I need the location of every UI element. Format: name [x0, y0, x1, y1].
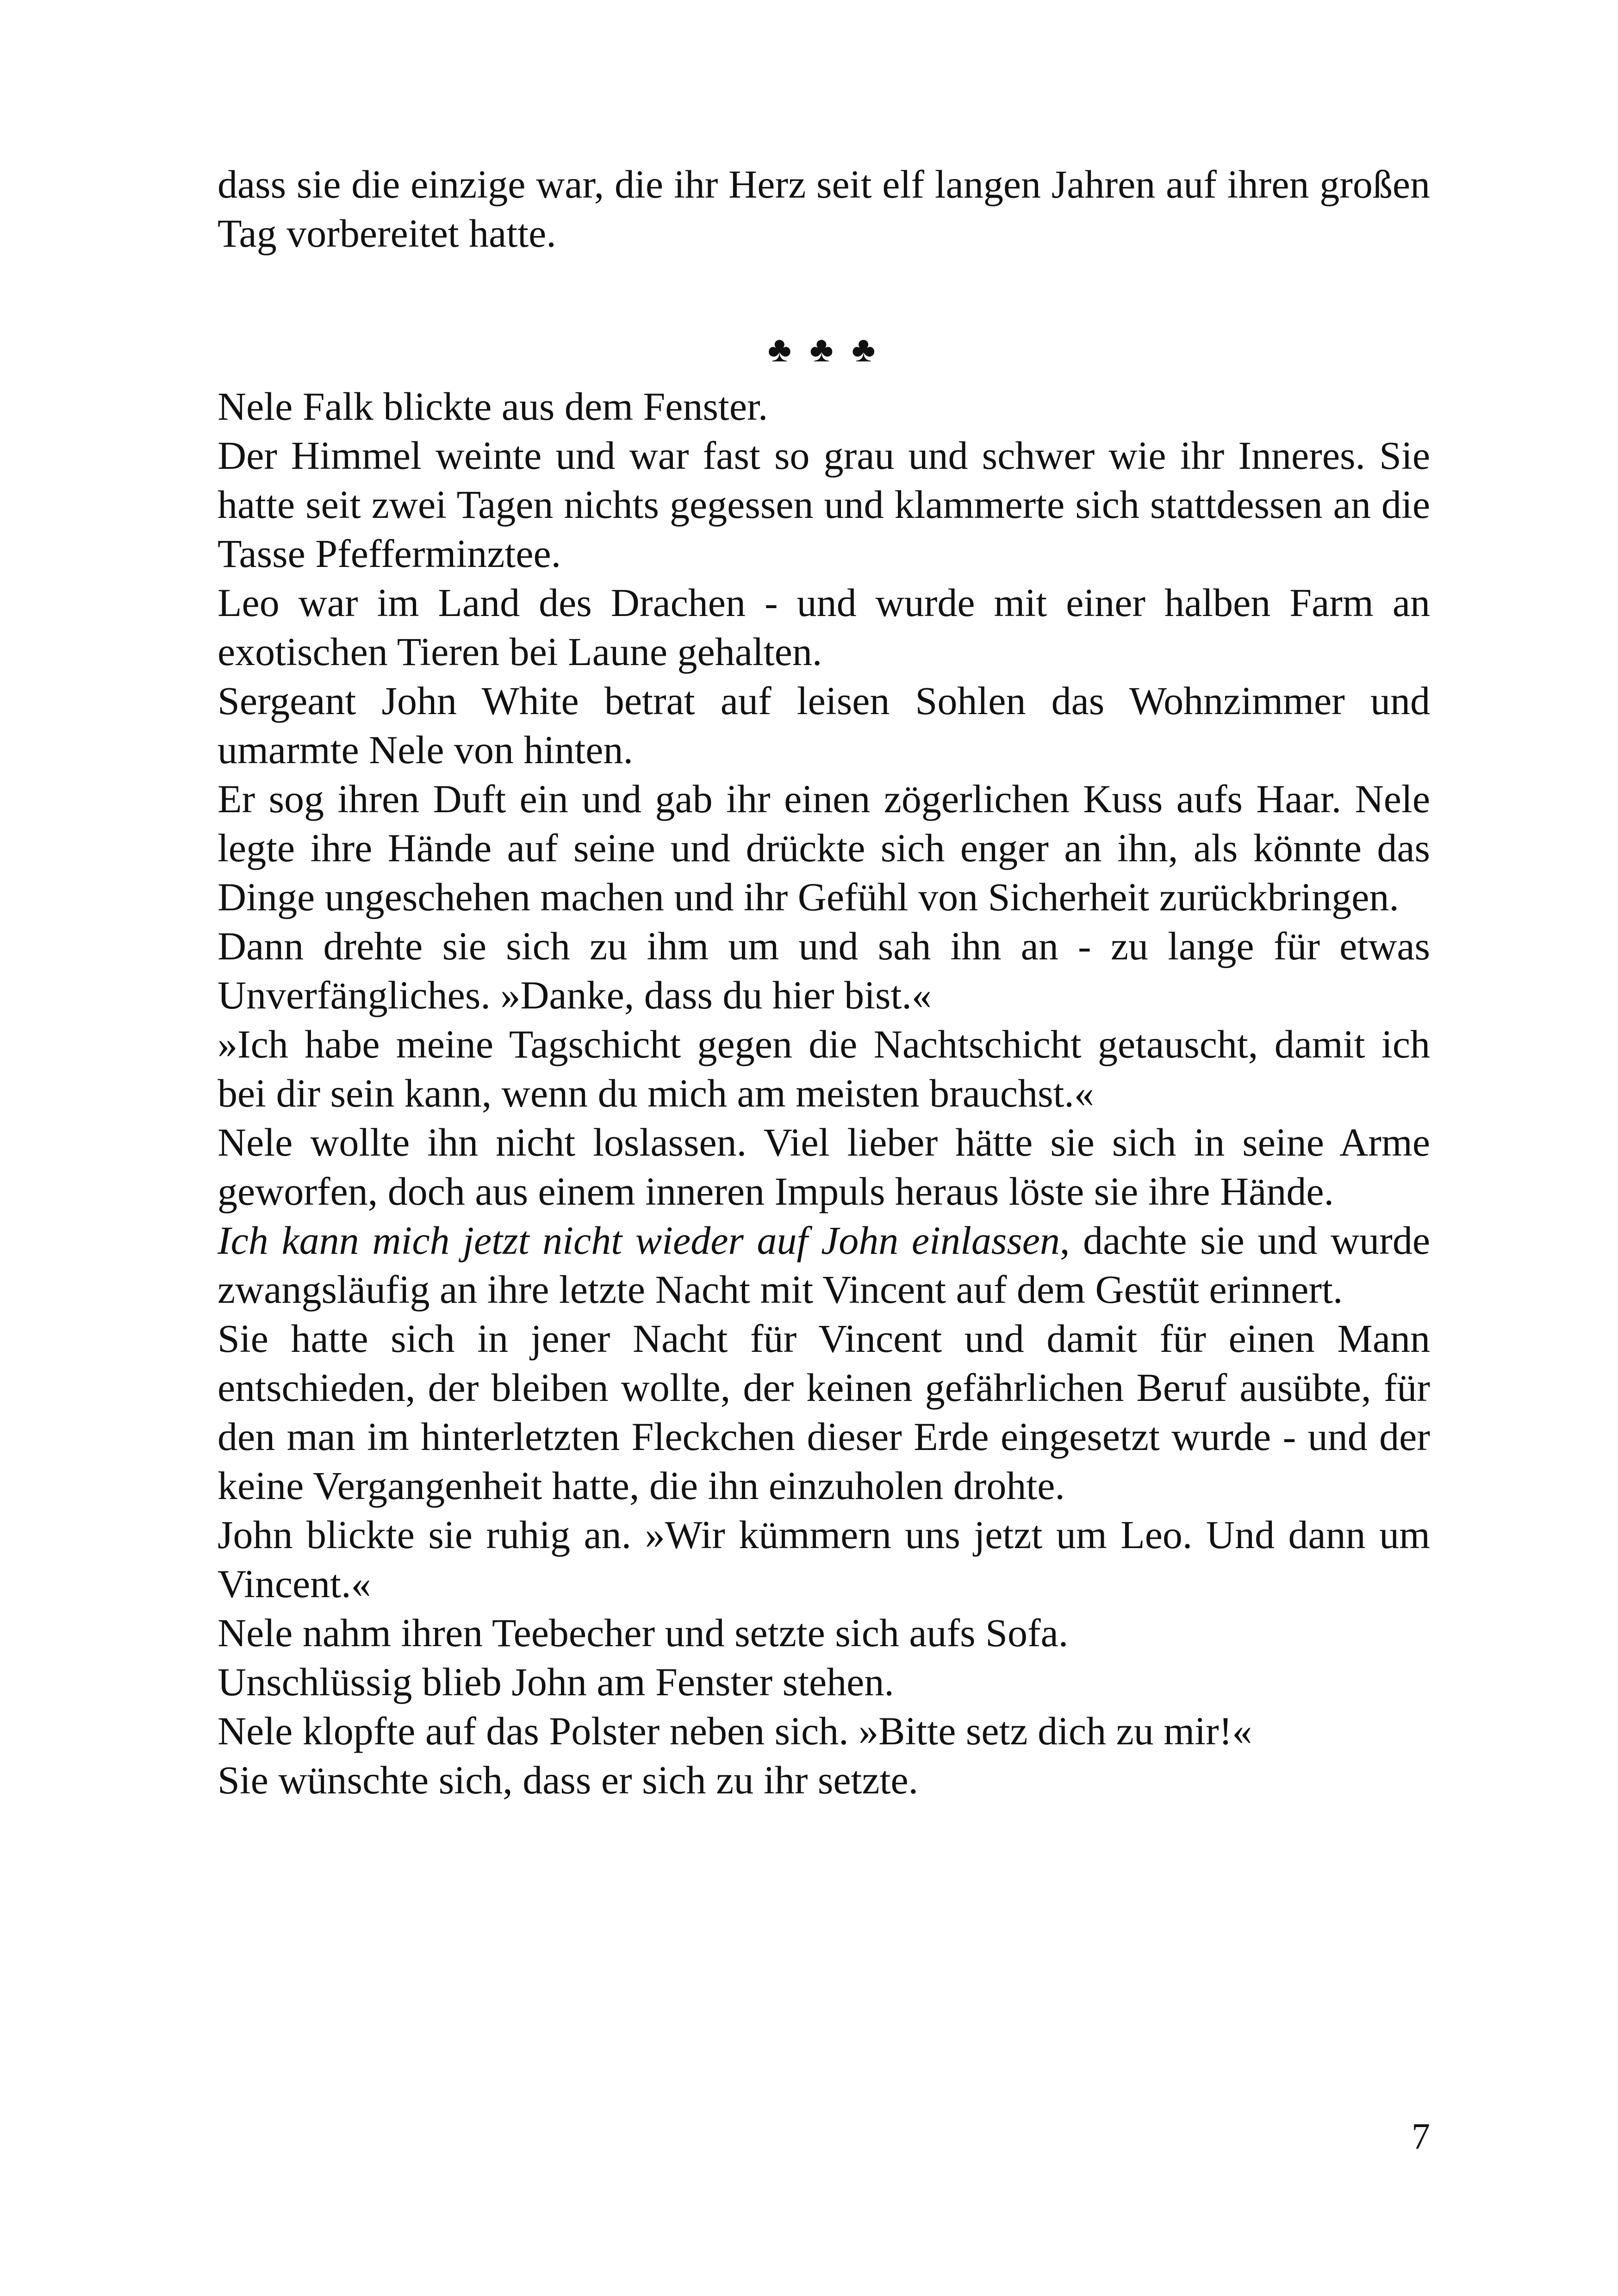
paragraph-with-italic-thought	[218, 1216, 1430, 1314]
page-number: 7	[1412, 2116, 1430, 2157]
body-text	[218, 160, 1430, 1804]
paragraph: John blickte sie ruhig an. »Wir kümmern uns jetzt um Leo. Und dann um Vincent.«	[218, 1512, 1430, 1606]
paragraph: Nele klopfte auf das Polster neben sich. »Bitte setz dich zu mir!«	[218, 1709, 1252, 1753]
paragraph: Unschlüssig blieb John am Fenster stehen.	[218, 1660, 894, 1704]
section-separator-clubs: ♣ ♣ ♣	[767, 329, 880, 369]
paragraph: »Ich habe meine Tagschicht gegen die Nachtschicht getauscht, damit ich bei dir sein kann, wenn du mich am meisten brauchst.«	[218, 1022, 1430, 1115]
opening-paragraph: dass sie die einzige war, die ihr Herz seit elf langen Jahren auf ihren großen Tag vorbereitet hatte.	[218, 162, 1430, 255]
paragraph: Sie wünschte sich, dass er sich zu ihr setzte.	[218, 1758, 919, 1802]
paragraph: Sie hatte sich in jener Nacht für Vincent und damit für einen Mann entschieden, der bleiben wollte, der keinen gefährlichen Beruf ausübte, für den man im hinterletzten Fleckchen dieser Erde eingesetzt wurde - und der keine Vergangenheit hatte, die ihn einzuholen drohte.	[218, 1316, 1430, 1508]
paragraph: Dann drehte sie sich zu ihm um und sah ihn an - zu lange für etwas Unverfängliches. »Danke, dass du hier bist.«	[218, 924, 1430, 1017]
paragraph: Nele wollte ihn nicht loslassen. Viel lieber hätte sie sich in seine Arme geworfen, doch aus einem inneren Impuls heraus löste sie ihre Hände.	[218, 1120, 1430, 1213]
paragraph: Er sog ihren Duft ein und gab ihr einen zögerlichen Kuss aufs Haar. Nele legte ihre Hände auf seine und drückte sich enger an ihn, als könnte das Dinge ungeschehen machen und ihr Gefühl von Sicherheit zurückbringen.	[218, 777, 1430, 919]
paragraph: Sergeant John White betrat auf leisen Sohlen das Wohnzimmer und umarmte Nele von hinten.	[218, 678, 1430, 772]
italic-thought: Ich kann mich jetzt nicht wieder auf John einlassen	[218, 1218, 1060, 1263]
thought-continuation: , dachte sie und wurde zwangsläufig an ihre letzte Nacht mit Vincent auf dem Gestüt erinnert.	[218, 1218, 1430, 1312]
paragraph: Leo war im Land des Drachen - und wurde mit einer halben Farm an exotischen Tieren bei Laune gehalten.	[218, 580, 1430, 674]
paragraph: Nele nahm ihren Teebecher und setzte sich aufs Sofa.	[218, 1611, 1069, 1655]
paragraph: Der Himmel weinte und war fast so grau und schwer wie ihr Inneres. Sie hatte seit zwei Tagen nichts gegessen und klammerte sich stattdessen an die Tasse Pfefferminztee.	[218, 433, 1430, 576]
paragraph: Nele Falk blickte aus dem Fenster.	[218, 384, 768, 429]
